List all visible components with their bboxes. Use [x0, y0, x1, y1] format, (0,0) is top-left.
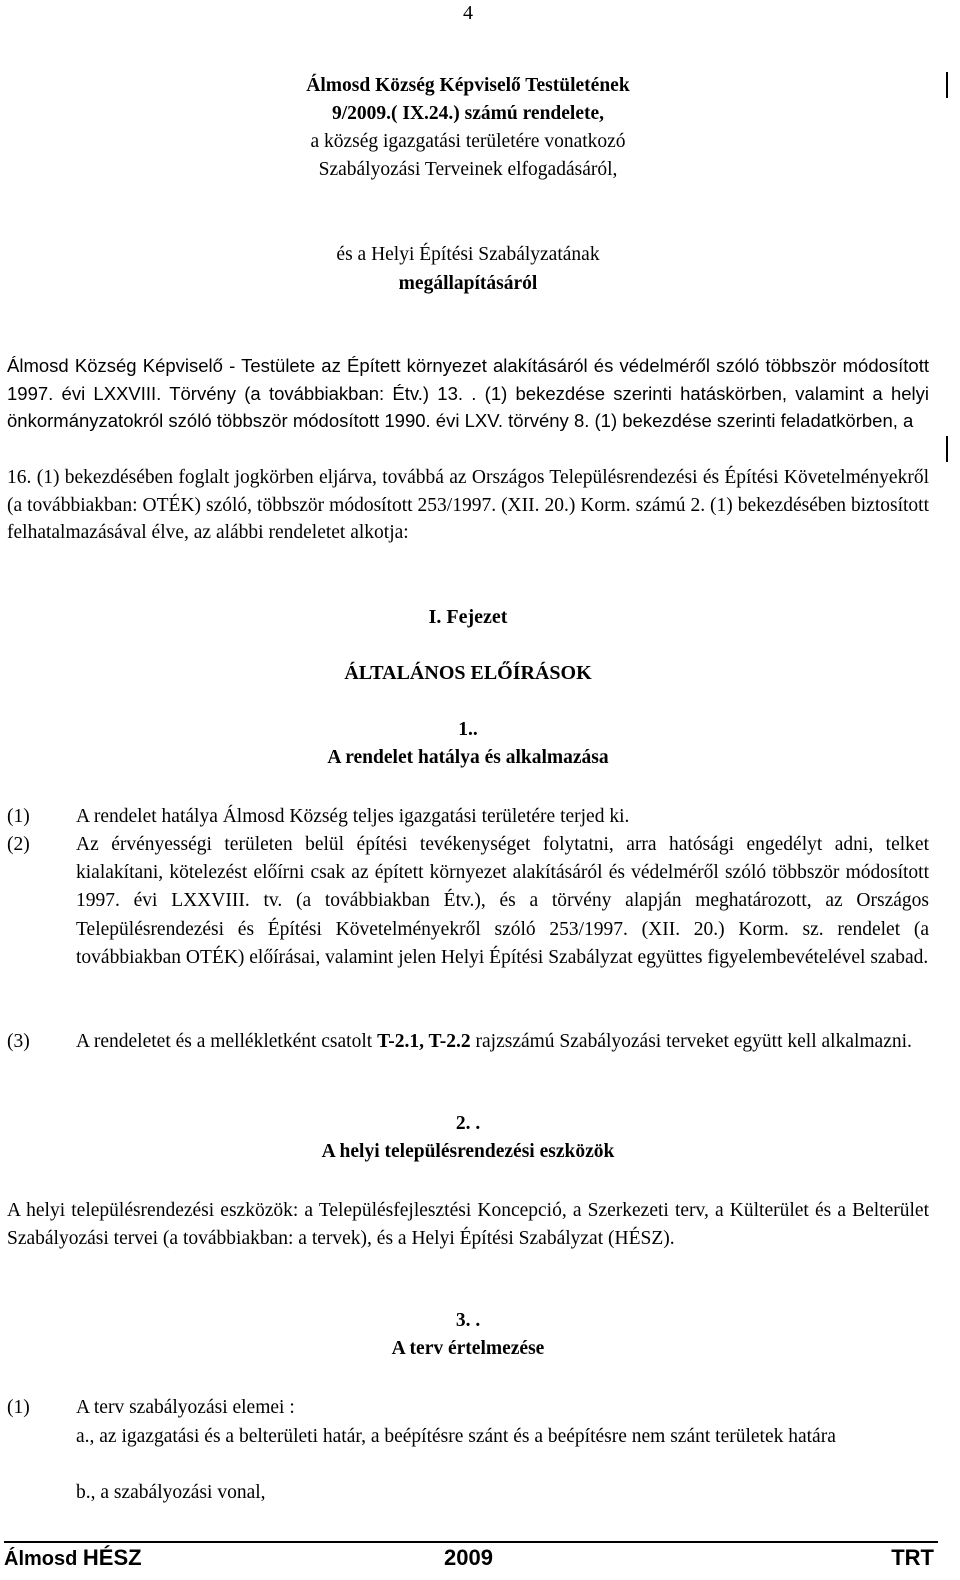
- title-line-1: Álmosd Község Képviselő Testületének: [306, 75, 630, 96]
- title-line-6: megállapításáról: [398, 273, 538, 294]
- item-text: A rendelet hatálya Álmosd Község teljes igazgatási területére terjed ki.: [76, 806, 630, 827]
- preamble-part-2: 16. (1) bekezdésében foglalt jogkörben eljárva, továbbá az Országos Településrendezési és Építési Követelményekről (a továbbiakban: OTÉK) szóló, többször módosított 253/1997. (XII. 20.) Korm. számú 2. (1) bekezdésében biztosított felhatalmazásával élve, az alábbi rendeletet alkotja:: [7, 467, 929, 543]
- title-line-4: Szabályozási Terveinek elfogadásáról,: [318, 159, 618, 180]
- sub-item-text: b., a szabályozási vonal,: [76, 1482, 266, 1503]
- footer-divider: [4, 1541, 938, 1543]
- footer-doc: HÉSZ: [82, 1545, 142, 1570]
- chapter-title: ÁLTALÁNOS ELŐÍRÁSOK: [344, 662, 592, 684]
- footer-place: Álmosd: [4, 1548, 78, 1570]
- item-text-part: A rendeletet és a mellékletként csatolt: [76, 1031, 378, 1052]
- section-1-title: A rendelet hatálya és alkalmazása: [327, 747, 609, 768]
- preamble-part-1: Álmosd Község Képviselő - Testülete az Épített környezet alakításáról és védelméről szóló többször módosított 1997. évi LXXVIII. Törvény (a továbbiakban: Étv.) 13. . (1) bekezdése szerinti hatáskörben, valamint a helyi önkormányzatokról szóló többször módosított 1990. évi LXV. törvény 8. (1) bekezdése szerinti feladatkörben, a: [7, 355, 929, 431]
- sub-item: [76, 1423, 929, 1451]
- revision-bar: [946, 72, 948, 98]
- footer-year: 2009: [444, 1545, 493, 1570]
- section-3-number: 3. .: [455, 1310, 481, 1331]
- item-number: (1): [7, 806, 30, 827]
- revision-bar: [946, 436, 948, 462]
- footer-author: TRT: [891, 1545, 934, 1570]
- sub-item-text: a., az igazgatási és a belterületi határ, a beépítésre szánt és a beépítésre nem szánt területek határa: [76, 1426, 836, 1447]
- section-2-text: A helyi településrendezési eszközök: a Településfejlesztési Koncepció, a Szerkezeti terv, a Külterület és a Belterület Szabályozási tervei (a továbbiakban: a tervek), és a Helyi Építési Szabályzat (HÉSZ).: [7, 1200, 929, 1249]
- section-2-number: 2. .: [455, 1113, 481, 1134]
- section-2-title: A helyi településrendezési eszközök: [321, 1141, 615, 1162]
- title-block: [0, 72, 936, 184]
- drawing-numbers: T-2.1, T-2.2: [377, 1031, 471, 1052]
- page-number: 4: [463, 2, 473, 24]
- subtitle-block: [0, 240, 936, 298]
- item-text: Az érvényességi területen belül építési tevékenységet folytatni, arra hatósági engedélyt adni, telket kialakítani, kötelezést előírni csak az épített környezet alakításáról és védelméről szóló többször módosított 1997. évi LXXVIII. tv. (a továbbiakban Étv.), és a törvény alapján meghatározott, az Országos Településrendezési és Építési Követelményekről szóló 253/1997. (XII. 20.) Korm. sz. rendelet (a továbbiakban OTÉK) előírásai, valamint jelen Helyi Építési Szabályzat együttes figyelembevételével szabad.: [76, 834, 929, 968]
- section-1-number: 1..: [458, 719, 478, 740]
- item-number: (2): [7, 834, 30, 855]
- title-line-2: 9/2009.( IX.24.) számú rendelete,: [331, 103, 605, 124]
- title-line-5: és a Helyi Építési Szabályzatának: [336, 244, 600, 265]
- page-footer: [4, 1545, 934, 1575]
- footer-left: [4, 1545, 142, 1571]
- item-number: (1): [7, 1397, 30, 1418]
- section-3-title: A terv értelmezése: [391, 1338, 545, 1359]
- sub-item: [76, 1479, 929, 1507]
- chapter-label: I. Fejezet: [428, 606, 508, 628]
- item-text: A terv szabályozási elemei :: [76, 1397, 295, 1418]
- item-text: [76, 1028, 929, 1056]
- item-text-part: rajzszámú Szabályozási terveket együtt kell alkalmazni.: [470, 1031, 912, 1052]
- title-line-3: a község igazgatási területére vonatkozó: [310, 131, 626, 152]
- item-number: (3): [7, 1031, 30, 1052]
